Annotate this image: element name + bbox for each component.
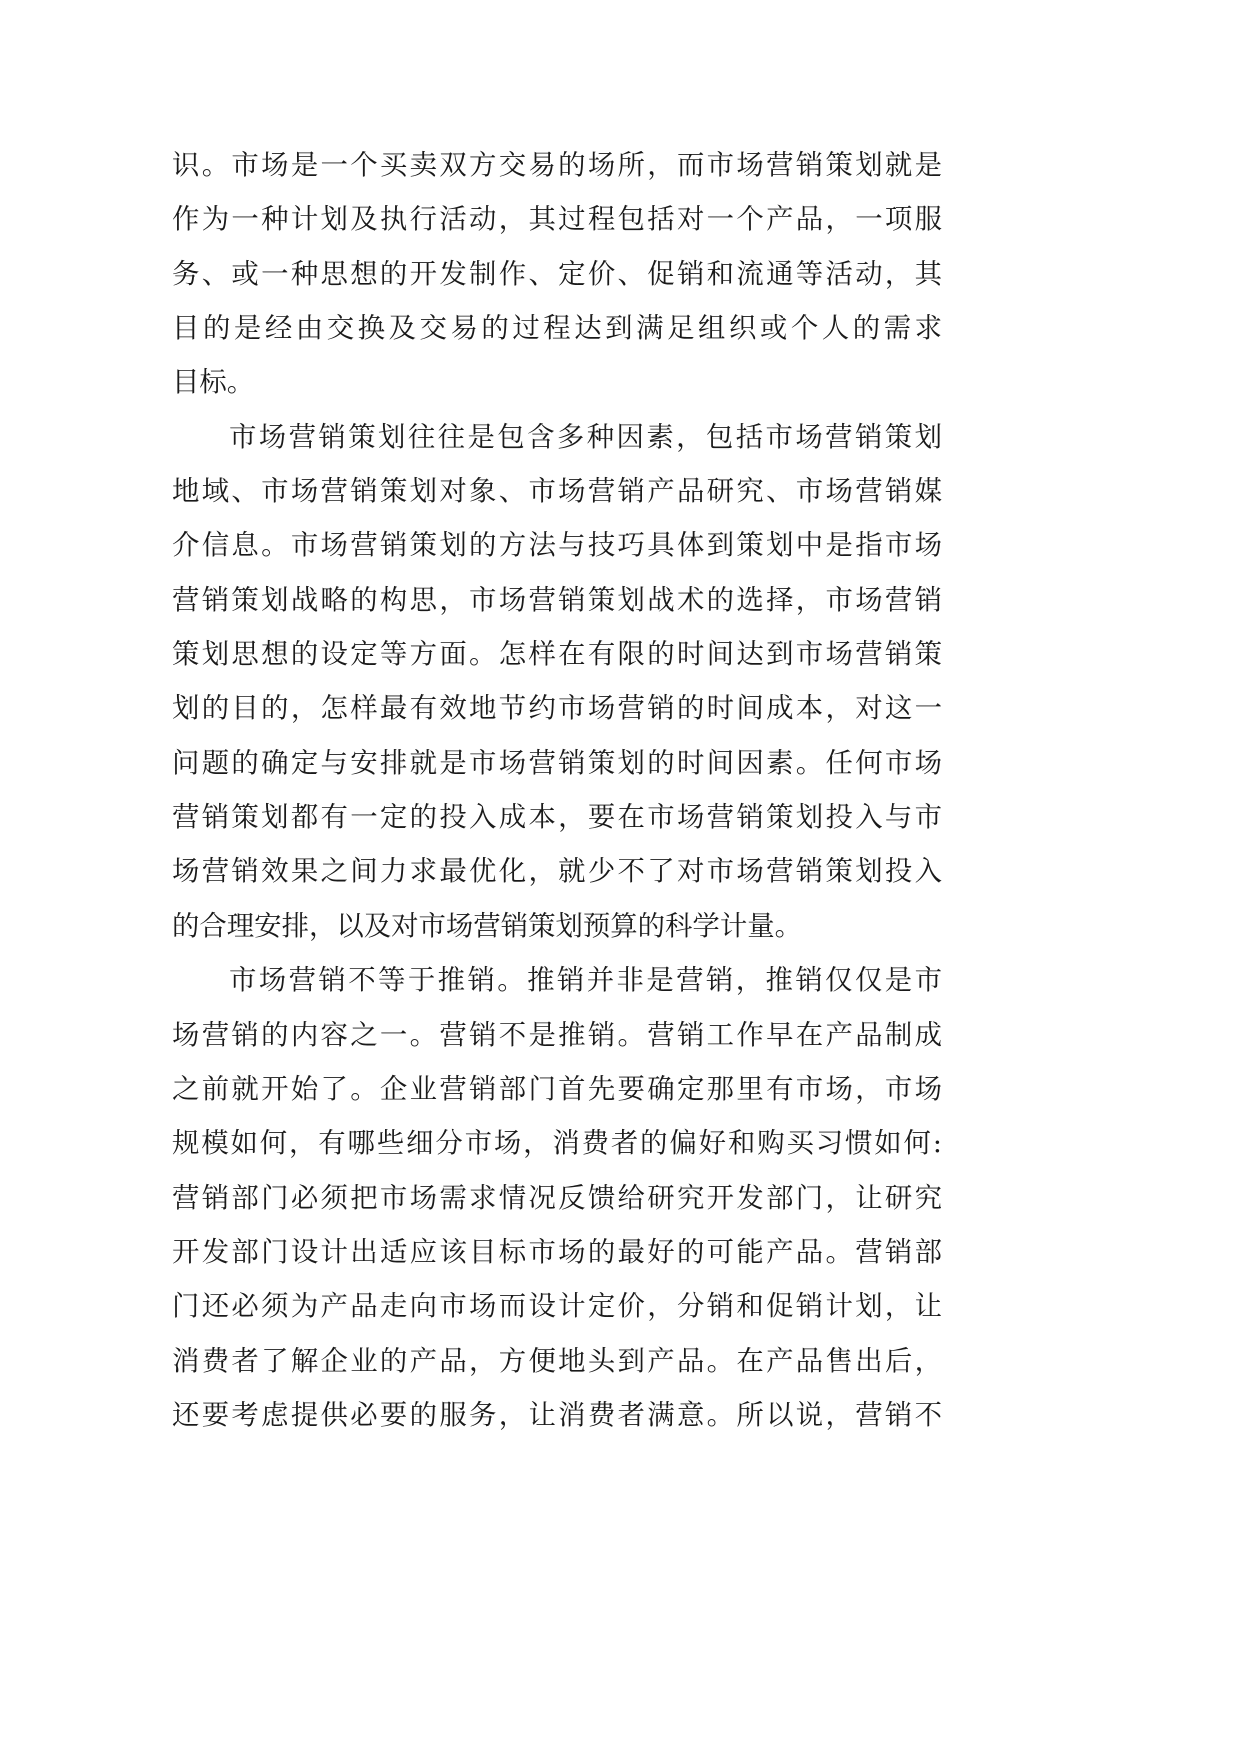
text-line: 务、或一种思想的开发制作、定价、促销和流通等活动，其 — [172, 258, 942, 290]
text-line: 营销部门必须把市场需求情况反馈给研究开发部门，让研究 — [172, 1182, 942, 1214]
paragraph-end-line: 的合理安排，以及对市场营销策划预算的科学计量。 — [172, 910, 802, 942]
text-line: 场营销的内容之一。营销不是推销。营销工作早在产品制成 — [172, 1019, 942, 1051]
text-line: 消费者了解企业的产品，方便地头到产品。在产品售出后， — [172, 1345, 942, 1377]
text-line: 场营销效果之间力求最优化，就少不了对市场营销策划投入 — [172, 856, 942, 888]
text-line: 之前就开始了。企业营销部门首先要确定那里有市场，市场 — [172, 1073, 942, 1105]
text-line: 营销策划都有一定的投入成本，要在市场营销策划投入与市 — [172, 802, 942, 834]
text-line: 划的目的，怎样最有效地节约市场营销的时间成本，对这一 — [172, 693, 942, 725]
text-line: 地域、市场营销策划对象、市场营销产品研究、市场营销媒 — [172, 476, 942, 508]
text-line: 开发部门设计出适应该目标市场的最好的可能产品。营销部 — [172, 1236, 942, 1268]
text-line: 识。市场是一个买卖双方交易的场所，而市场营销策划就是 — [172, 150, 942, 181]
text-line: 门还必须为产品走向市场而设计定价，分销和促销计划，让 — [172, 1291, 942, 1323]
paragraph-end-line: 目标。 — [172, 367, 255, 399]
text-line: 介信息。市场营销策划的方法与技巧具体到策划中是指市场 — [172, 530, 942, 562]
text-line: 规模如何，有哪些细分市场，消费者的偏好和购买习惯如何: — [172, 1128, 942, 1160]
text-line: 还要考虑提供必要的服务，让消费者满意。所以说，营销不 — [172, 1399, 942, 1431]
paragraph-first-line: 市场营销不等于推销。推销并非是营销，推销仅仅是市 — [229, 965, 942, 997]
body-text — [172, 139, 942, 1443]
text-line: 目的是经由交换及交易的过程达到满足组织或个人的需求 — [172, 313, 942, 345]
text-line: 营销策划战略的构思，市场营销策划战术的选择，市场营销 — [172, 584, 942, 616]
paragraph-first-line: 市场营销策划往往是包含多种因素，包括市场营销策划 — [229, 421, 942, 453]
text-line: 策划思想的设定等方面。怎样在有限的时间达到市场营销策 — [172, 639, 942, 671]
text-line: 问题的确定与安排就是市场营销策划的时间因素。任何市场 — [172, 747, 942, 779]
text-line: 作为一种计划及执行活动，其过程包括对一个产品，一项服 — [172, 204, 942, 236]
